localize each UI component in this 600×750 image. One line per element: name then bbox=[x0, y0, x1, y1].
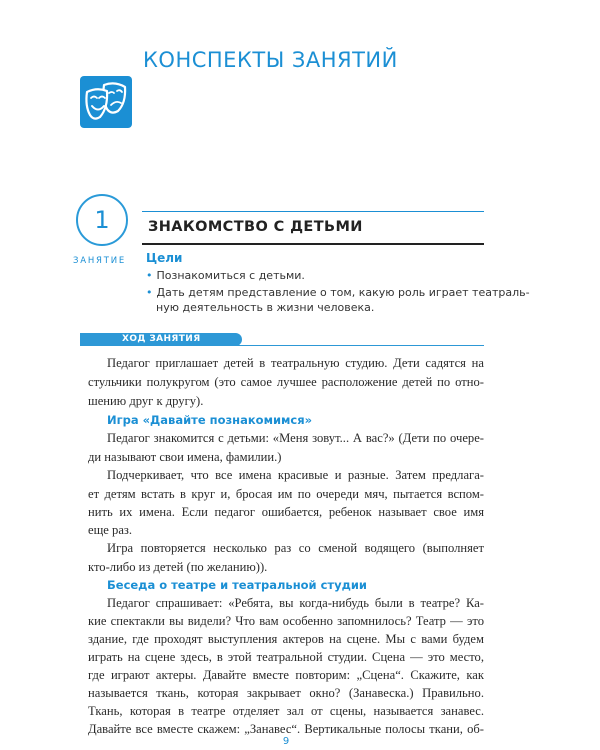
talk-heading: Беседа о театре и театральной студии bbox=[107, 578, 367, 592]
body-line: кто-либо из детей (по желанию)). bbox=[88, 560, 268, 574]
body-line: здание, где проходят выступления актеров на сцене. Мы с вами будем bbox=[88, 632, 484, 646]
body-line: кие спектакли вы видели? Что вам особенно запомнилось? Театр — это bbox=[88, 614, 484, 628]
goals-heading: Цели bbox=[146, 251, 183, 265]
body-line: Игра повторяется несколько раз со сменой водящего (выполняет bbox=[107, 541, 484, 555]
body-line: стульчики полукругом (это самое лучшее расположение детей по отно- bbox=[88, 375, 484, 389]
title-underline bbox=[142, 243, 484, 245]
bullet-icon: • bbox=[146, 286, 153, 299]
theatre-masks-icon bbox=[80, 76, 132, 128]
course-rule bbox=[80, 345, 484, 346]
body-line: где играют актеры. Давайте вместе повторим: „Сцена“. Скажите, как bbox=[88, 668, 484, 682]
bullet-icon: • bbox=[146, 269, 153, 282]
page-number: 9 bbox=[282, 736, 290, 747]
course-heading: ХОД ЗАНЯТИЯ bbox=[122, 334, 201, 344]
goal-item-continuation: ную деятельность в жизни человека. bbox=[156, 301, 375, 314]
title-top-rule bbox=[142, 211, 484, 212]
body-line: нить их имена. Если педагог ошибается, ребенок называет свое имя bbox=[88, 505, 484, 519]
body-line: Подчеркивает, что все имена красивые и разные. Затем предлага- bbox=[107, 468, 484, 482]
body-line: Ткань, которая в театре отделяет зал от сцены, называется занавес. bbox=[88, 704, 484, 718]
lesson-title: ЗНАКОМСТВО С ДЕТЬМИ bbox=[148, 219, 363, 235]
section-title: КОНСПЕКТЫ ЗАНЯТИЙ bbox=[143, 48, 398, 72]
body-line: ди называют свои имена, фамилии.) bbox=[88, 450, 282, 464]
lesson-label: ЗАНЯТИЕ bbox=[73, 256, 127, 266]
game-heading: Игра «Давайте познакомимся» bbox=[107, 413, 313, 427]
goal-item: • Познакомиться с детьми. bbox=[146, 269, 305, 282]
goal-item: • Дать детям представление о том, какую роль играет театраль- bbox=[146, 286, 530, 299]
body-line: Педагог спрашивает: «Ребята, вы когда-нибудь были в театре? Ка- bbox=[107, 596, 484, 610]
body-line: Педагог приглашает детей в театральную студию. Дети садятся на bbox=[107, 356, 484, 370]
lesson-number: 1 bbox=[76, 194, 128, 246]
body-line: Педагог знакомится с детьми: «Меня зовут... А вас?» (Дети по очере- bbox=[107, 431, 484, 445]
body-line: называется ткань, которая закрывает окно? (Занавеска.) Правильно. bbox=[88, 686, 484, 700]
body-line: Давайте все вместе скажем: „Занавес“. Вертикальные полосы ткани, об- bbox=[88, 722, 484, 736]
body-line: ет детям встать в круг и, бросая им по очереди мяч, пытается вспом- bbox=[88, 487, 484, 501]
body-line: играть на сцене здесь, в этой театральной студии. Сцена — это место, bbox=[88, 650, 484, 664]
body-line: еще раз. bbox=[88, 523, 133, 537]
body-line: шению друг к другу). bbox=[88, 394, 204, 408]
